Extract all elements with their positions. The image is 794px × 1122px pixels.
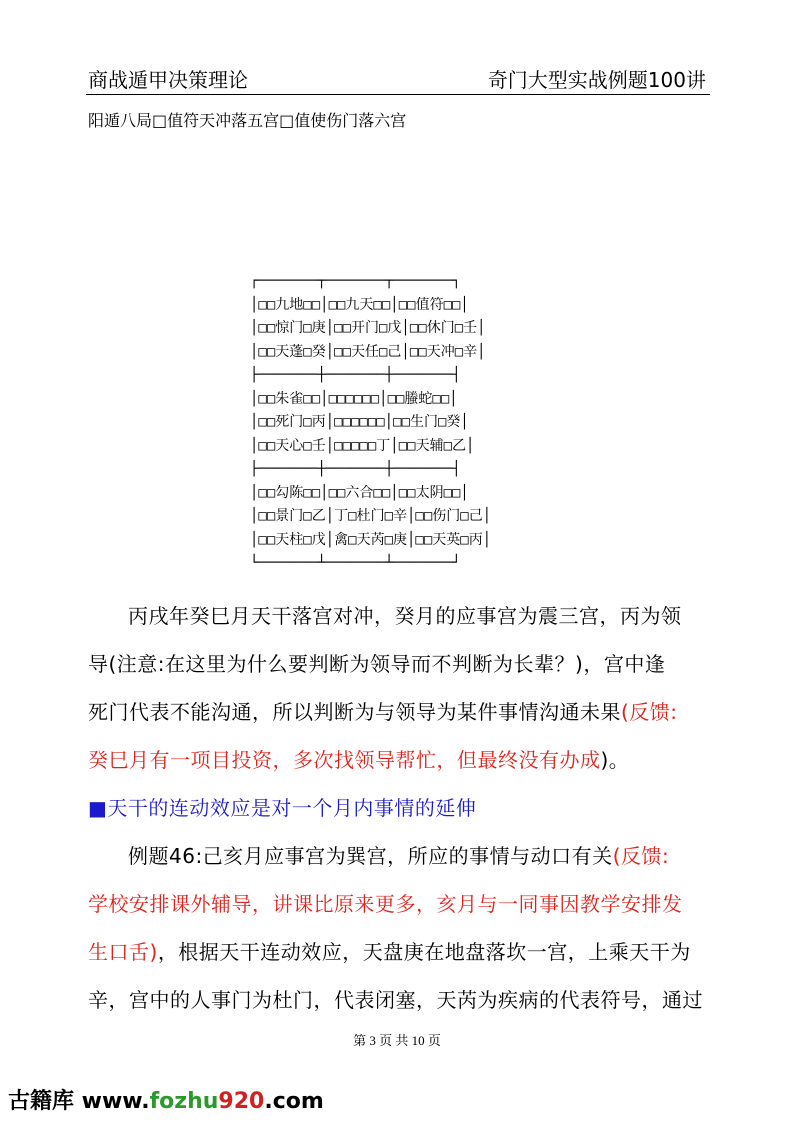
watermark-green: fozhu (149, 1089, 219, 1114)
chart-row: │□□景门□乙│丁□杜门□辛│□□伤门□己│ (250, 508, 492, 524)
page-footer: 第 3 页 共 10 页 (353, 1033, 441, 1048)
header-rule (86, 94, 710, 95)
text-segment: 导(注意:在这里为什么要判断为领导而不判断为长辈？)，宫中逢 (88, 652, 666, 676)
text-line (88, 744, 629, 773)
chart-row: ├───────┼───────┼───────┤ (250, 367, 461, 383)
text-segment: 例题46:己亥月应事宫为巽宫，所应的事情与动口有关 (128, 844, 613, 868)
text-segment: (反馈: (621, 700, 678, 724)
text-segment: 生口舌) (88, 940, 158, 964)
text-segment: 学校安排课外辅导，讲课比原来更多，亥月与一同事因教学安排发 (88, 892, 683, 916)
chart-row: ├───────┼───────┼───────┤ (250, 461, 461, 477)
chart-row: │□□天心□壬│□□□□□丁│□□天辅□乙│ (250, 437, 475, 454)
text-segment: 死门代表不能沟通，所以判断为与领导为某件事情沟通未果 (88, 700, 621, 724)
text-line (128, 840, 669, 869)
chart-row: │□□惊门□庚│□□开门□戊│□□休门□壬│ (250, 320, 486, 336)
text-segment: )。 (600, 748, 630, 772)
chart-row: │□□天柱□戊│禽□天芮□庚│□□天英□丙│ (250, 531, 492, 548)
text-line (128, 600, 682, 629)
text-segment: (反馈: (612, 844, 670, 868)
chart-row: ┌───────┬───────┬───────┐ (250, 273, 461, 289)
section-heading (88, 792, 476, 821)
watermark-red: 920 (218, 1089, 265, 1114)
chart-row: │□□九地□□│□□九天□□│□□值符□□│ (250, 296, 469, 313)
chart-row: │□□天蓬□癸│□□天任□己│□□天冲□辛│ (250, 343, 486, 360)
text-line (88, 648, 665, 677)
text-line (88, 936, 691, 965)
text-line (88, 984, 703, 1013)
header-right: 奇门大型实战例题100讲 (487, 68, 706, 92)
text-line (88, 888, 683, 917)
watermark (8, 1084, 324, 1115)
text-segment: ，根据天干连动效应，天盘庚在地盘落坎一宫，上乘天干为 (157, 940, 691, 964)
watermark-suffix: .com (264, 1089, 324, 1114)
watermark-prefix: 古籍库 www. (8, 1089, 150, 1114)
header-left: 商战遁甲决策理论 (88, 68, 248, 92)
text-segment: 丙戌年癸巳月天干落宫对冲，癸月的应事宫为震三宫，丙为领 (128, 604, 682, 628)
chart-row: │□□死门□丙│□□□□□□│□□生门□癸│ (250, 414, 469, 430)
text-segment: 辛，宫中的人事门为杜门，代表闭塞，天芮为疾病的代表符号，通过 (88, 988, 703, 1012)
qimen-chart (250, 270, 491, 576)
chart-row: └───────┴───────┴───────┘ (250, 555, 461, 571)
text-line (88, 696, 678, 725)
text-segment: ■天干的连动效应是对一个月内事情的延伸 (88, 796, 477, 820)
text-segment: 癸巳月有一项目投资，多次找领导帮忙，但最终没有办成 (88, 748, 601, 772)
subtitle: 阳遁八局□值符天冲落五宫□值使伤门落六宫 (88, 111, 407, 130)
chart-row: │□□朱雀□□│□□□□□□│□□螣蛇□□│ (250, 390, 458, 407)
chart-row: │□□勾陈□□│□□六合□□│□□太阴□□│ (250, 484, 469, 501)
